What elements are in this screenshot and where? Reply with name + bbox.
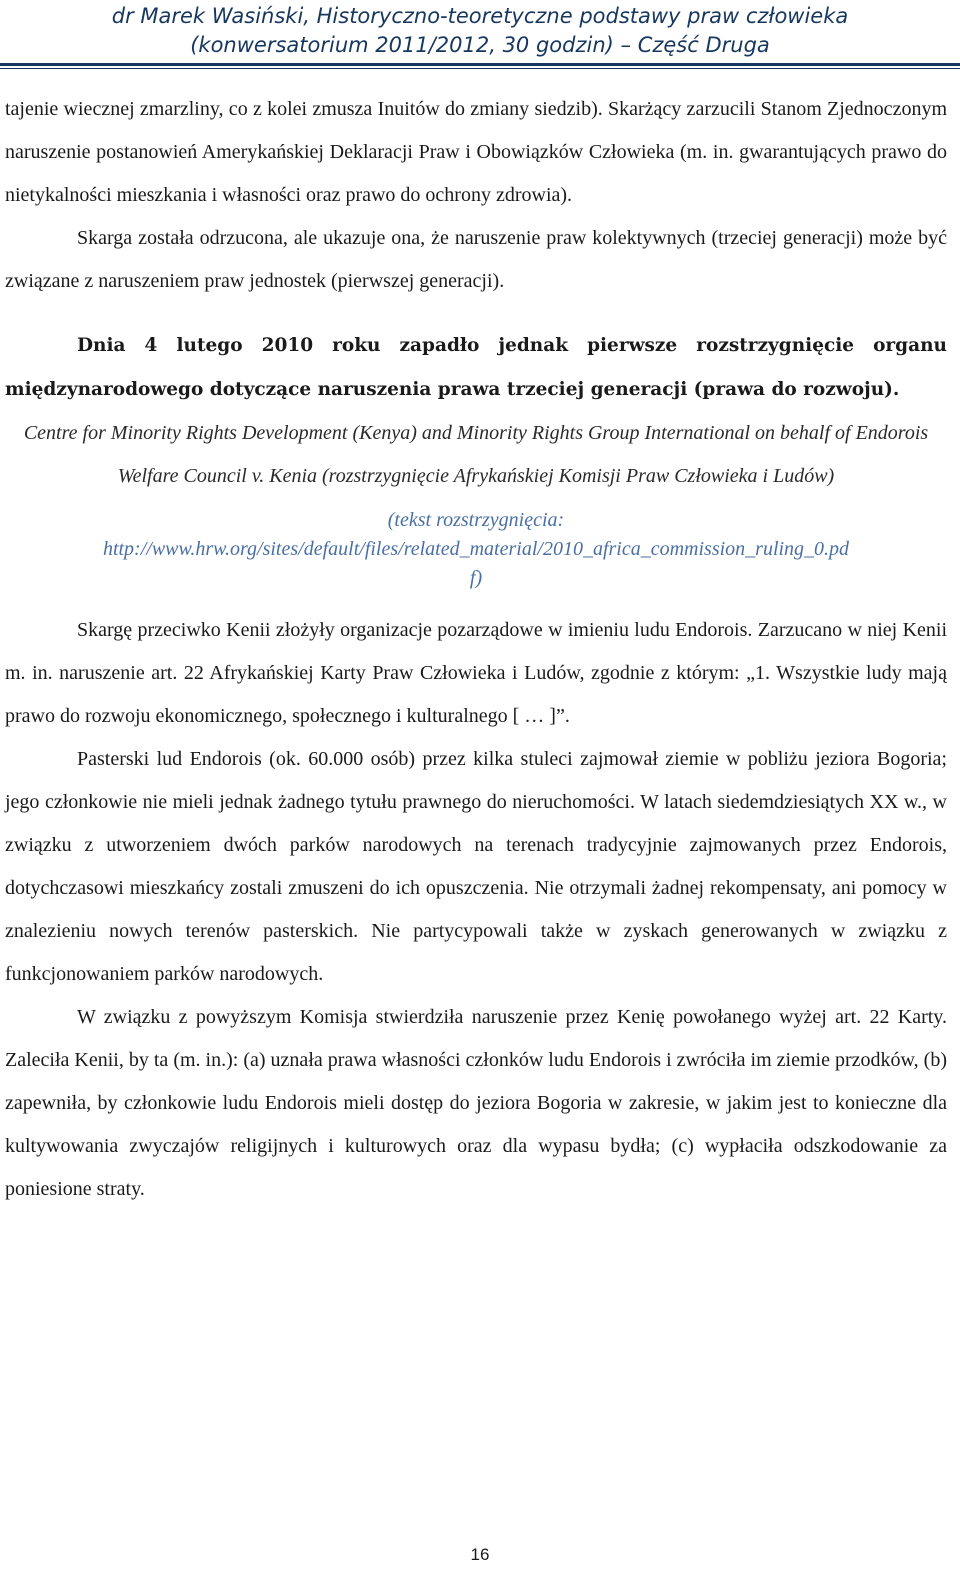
ruling-source-url[interactable]: http://www.hrw.org/sites/default/files/related_material/2010_africa_commission_ruling_0.pd [102, 538, 850, 560]
paragraph-continuation: tajenie wiecznej zmarzliny, co z kolei zmusza Inuitów do zmiany siedzib). Skarżący zarzucili Stanom Zjednoczonym naruszenie postanowień Amerykańskiej Deklaracji Praw i Obowiązków Człowieka (m. in. gwarantujących prawo do nietykalności mieszkania i własności oraz prawo do ochrony zdrowia). [5, 98, 947, 206]
header-rule-thin [0, 68, 960, 69]
ruling-source-url-end: f) [469, 567, 483, 589]
ruling-source-label: (tekst rozstrzygnięcia: [387, 509, 565, 531]
header-line-2: (konwersatorium 2011/2012, 30 godzin) – Część Druga [190, 33, 770, 57]
paragraph-endorois-people: Pasterski lud Endorois (ok. 60.000 osób) przez kilka stuleci zajmował ziemie w pobliżu jeziora Bogoria; jego członkowie nie mieli jednak żadnego tytułu prawnego do nieruchomości. W latach siedemdziesiątych XX w., w związku z utworzeniem dwóch parków narodowych na terenach tradycyjnie zajmowanych przez Endorois, dotychczasowi mieszkańcy zostali zmuszeni do ich opuszczenia. Nie otrzymali żadnej rekompensaty, ani pomocy w znalezieniu nowych terenów pasterskich. Nie partycypowali także w zyskach generowanych w związku z funkcjonowaniem parków narodowych. [5, 748, 947, 985]
ruling-source [5, 506, 947, 593]
page-number: 16 [470, 1545, 490, 1564]
page-body [5, 88, 947, 1211]
running-header [0, 0, 960, 72]
paragraph-commission-decision: W związku z powyższym Komisja stwierdziła naruszenie przez Kenię powołanego wyżej art. 22 Karty. Zaleciła Kenii, by ta (m. in.): (a) uznała prawa własności członków ludu Endorois i zwróciła im ziemie przodków, (b) zapewniła, by członkowie ludu Endorois mieli dostęp do jeziora Bogoria w zakresie, w jakim jest to konieczne dla kultywowania zwyczajów religijnych i kulturowych oraz dla wypasu bydła; (c) wypłaciła odszkodowanie za poniesione straty. [5, 1006, 947, 1200]
header-rule-thick [0, 63, 960, 66]
paragraph-first-ruling: Dnia 4 lutego 2010 roku zapadło jednak pierwsze rozstrzygnięcie organu międzynarodowego dotyczące naruszenia prawa trzeciej generacji (prawa do rozwoju). [5, 335, 947, 400]
case-title: Centre for Minority Rights Development (Kenya) and Minority Rights Group International on behalf of Endorois Welfare Council v. Kenia (rozstrzygnięcie Afrykańskiej Komisji Praw Człowieka i Ludów) [23, 422, 929, 487]
paragraph-complaint-rejected: Skarga została odrzucona, ale ukazuje ona, że naruszenie praw kolektywnych (trzeciej generacji) może być związane z naruszeniem praw jednostek (pierwszej generacji). [5, 227, 947, 292]
paragraph-complaint: Skargę przeciwko Kenii złożyły organizacje pozarządowe w imieniu ludu Endorois. Zarzucano w niej Kenii m. in. naruszenie art. 22 Afrykańskiej Karty Praw Człowieka i Ludów, zgodnie z którym: „1. Wszystkie ludy mają prawo do rozwoju ekonomicznego, społecznego i kulturalnego [ … ]”. [5, 619, 947, 727]
header-line-1: dr Marek Wasiński, Historyczno-teoretyczne podstawy praw człowieka [111, 4, 849, 28]
